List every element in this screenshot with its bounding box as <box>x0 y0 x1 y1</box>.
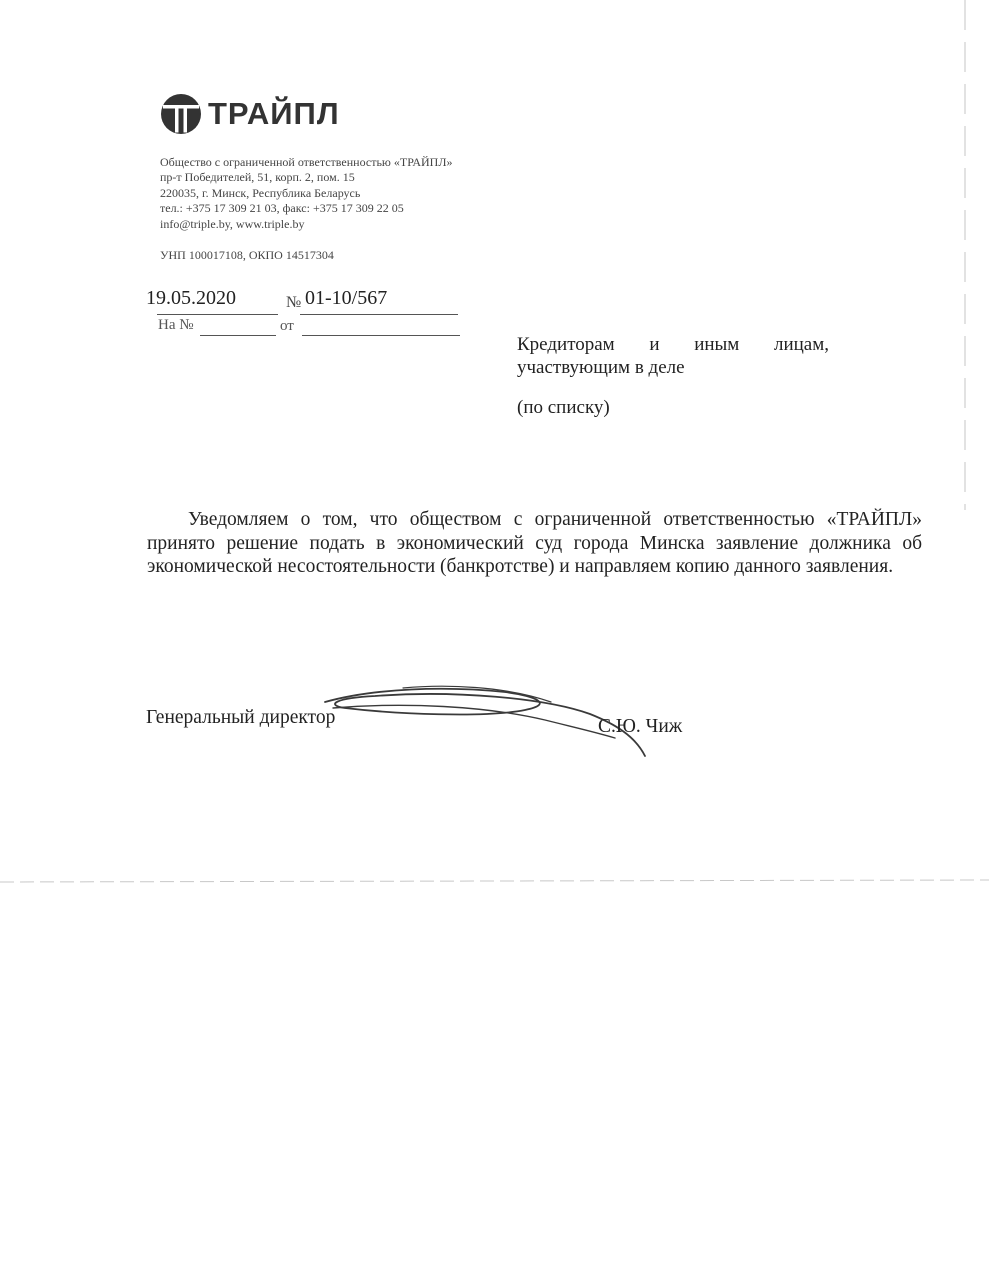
company-phone-fax: тел.: +375 17 309 21 03, факс: +375 17 309 22 05 <box>160 201 404 216</box>
addressee-note: (по списку) <box>517 397 610 418</box>
letter-body: Уведомляем о том, что обществом с ограниченной ответственностью «ТРАЙПЛ» принято решение подать в экономический суд города Минска заявление должника об экономической несостоятельности (банкротстве) и направляем копию данного заявления. <box>147 509 922 577</box>
signatory-position: Генеральный директор <box>146 707 336 728</box>
document-date: 19.05.2020 <box>146 287 236 309</box>
company-street: пр-т Победителей, 51, корп. 2, пом. 15 <box>160 170 355 185</box>
logo-text: ТРАЙПЛ <box>208 96 340 131</box>
company-logo-icon <box>160 93 202 135</box>
number-sign: № <box>286 294 302 311</box>
company-logo <box>160 93 340 135</box>
document-number: 01-10/567 <box>305 287 388 309</box>
addressee-block <box>517 333 829 419</box>
reference-date-line <box>302 335 460 336</box>
signatory-name: С.Ю. Чиж <box>598 716 683 737</box>
company-details <box>160 155 452 232</box>
addressee-word: иным <box>694 334 740 355</box>
date-underline <box>157 314 278 315</box>
addressee-word: лицам, <box>773 334 829 355</box>
company-city: 220035, г. Минск, Республика Беларусь <box>160 185 361 200</box>
addressee-line-1 <box>517 333 829 356</box>
company-registration: УНП 100017108, ОКПО 14517304 <box>160 248 334 262</box>
company-name: Общество с ограниченной ответственностью «ТРАЙПЛ» <box>160 155 453 169</box>
paper-fold-line <box>0 878 989 888</box>
reference-from-label: от <box>280 318 294 334</box>
reference-number-line <box>200 335 276 336</box>
addressee-word: и <box>649 334 660 355</box>
addressee-line-2: участвующим в деле <box>517 357 685 378</box>
reference-number-label: На № <box>158 317 194 333</box>
addressee-word: Кредиторам <box>517 334 615 355</box>
number-underline <box>300 314 458 315</box>
paper-edge-shadow <box>962 0 968 510</box>
company-email-web: info@triple.by, www.triple.by <box>160 216 305 231</box>
